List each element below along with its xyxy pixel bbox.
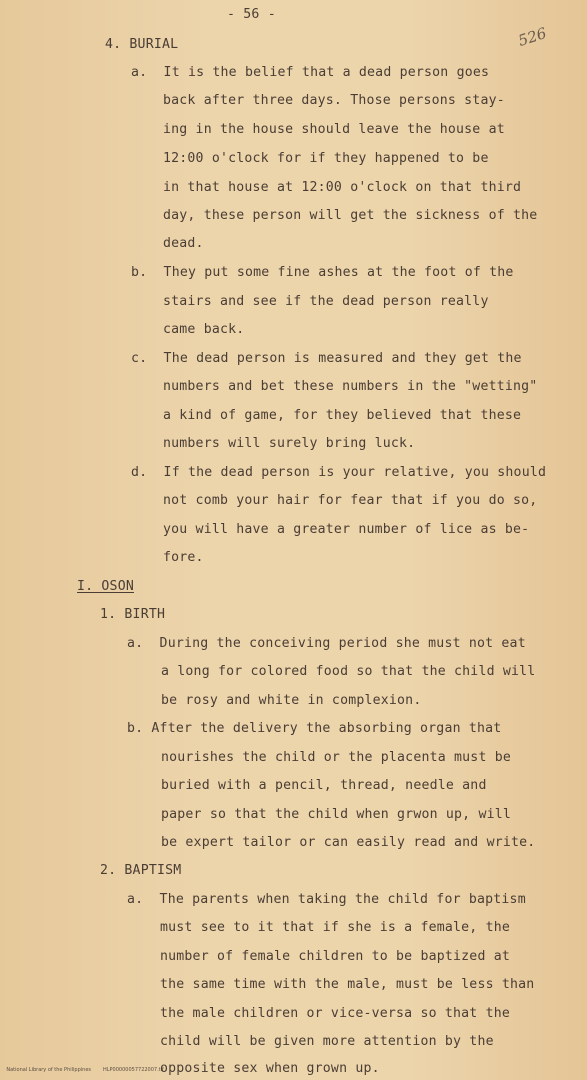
text-line: in that house at 12:00 o'clock on that third — [163, 180, 522, 195]
subsection-heading-baptism: 2. BAPTISM — [100, 863, 182, 878]
text-line: a long for colored food so that the child will — [161, 664, 536, 679]
text-line: a. During the conceiving period she must not eat — [127, 636, 526, 651]
scan-footer — [0, 1061, 164, 1079]
text-line: buried with a pencil, thread, needle and — [161, 778, 487, 793]
section-heading-oson: I. OSON — [77, 579, 134, 594]
handwritten-note: 526 — [515, 24, 549, 50]
text-line: opposite sex when grown up. — [160, 1061, 380, 1076]
text-line: the male children or vice-versa so that the — [160, 1006, 511, 1021]
text-line: child will be given more attention by the — [160, 1034, 494, 1049]
text-line: number of female children to be baptized at — [160, 949, 511, 964]
text-line: fore. — [163, 550, 204, 565]
text-line: be expert tailor or can easily read and write. — [161, 835, 536, 850]
text-line: nourishes the child or the placenta must be — [161, 750, 512, 765]
text-line: be rosy and white in complexion. — [161, 693, 422, 708]
text-line: a. The parents when taking the child for baptism — [127, 892, 526, 907]
text-line: day, these person will get the sickness of the — [163, 208, 538, 223]
footer-library: National Library of the Philippines — [6, 1067, 91, 1073]
text-line: the same time with the male, must be less than — [160, 977, 535, 992]
text-line: c. The dead person is measured and they get the — [131, 351, 522, 366]
text-line: stairs and see if the dead person really — [163, 294, 489, 309]
text-line: not comb your hair for fear that if you do so, — [163, 493, 538, 508]
text-line: b. They put some fine ashes at the foot of the — [131, 265, 514, 280]
section-heading-burial: 4. BURIAL — [105, 37, 179, 52]
text-line: paper so that the child when grwon up, will — [161, 807, 512, 822]
text-line: dead. — [163, 236, 204, 251]
text-line: you will have a greater number of lice as be- — [163, 522, 530, 537]
text-line: 12:00 o'clock for if they happened to be — [163, 151, 489, 166]
text-line: a. It is the belief that a dead person goes — [131, 65, 490, 80]
page-number: - 56 - — [227, 7, 276, 22]
text-line: b. After the delivery the absorbing organ that — [127, 721, 502, 736]
text-line: a kind of game, for they believed that these — [163, 408, 522, 423]
subsection-heading-birth: 1. BIRTH — [100, 607, 166, 622]
text-line: came back. — [163, 322, 245, 337]
text-line: ing in the house should leave the house at — [163, 122, 505, 137]
text-line: numbers and bet these numbers in the "wetting" — [163, 379, 538, 394]
text-line: back after three days. Those persons stay- — [163, 93, 505, 108]
text-line: must see to it that if she is a female, the — [160, 920, 511, 935]
text-line: d. If the dead person is your relative, you should — [131, 465, 547, 480]
footer-file: HLP00000057722007.tif — [103, 1067, 164, 1073]
text-line: numbers will surely bring luck. — [163, 436, 416, 451]
